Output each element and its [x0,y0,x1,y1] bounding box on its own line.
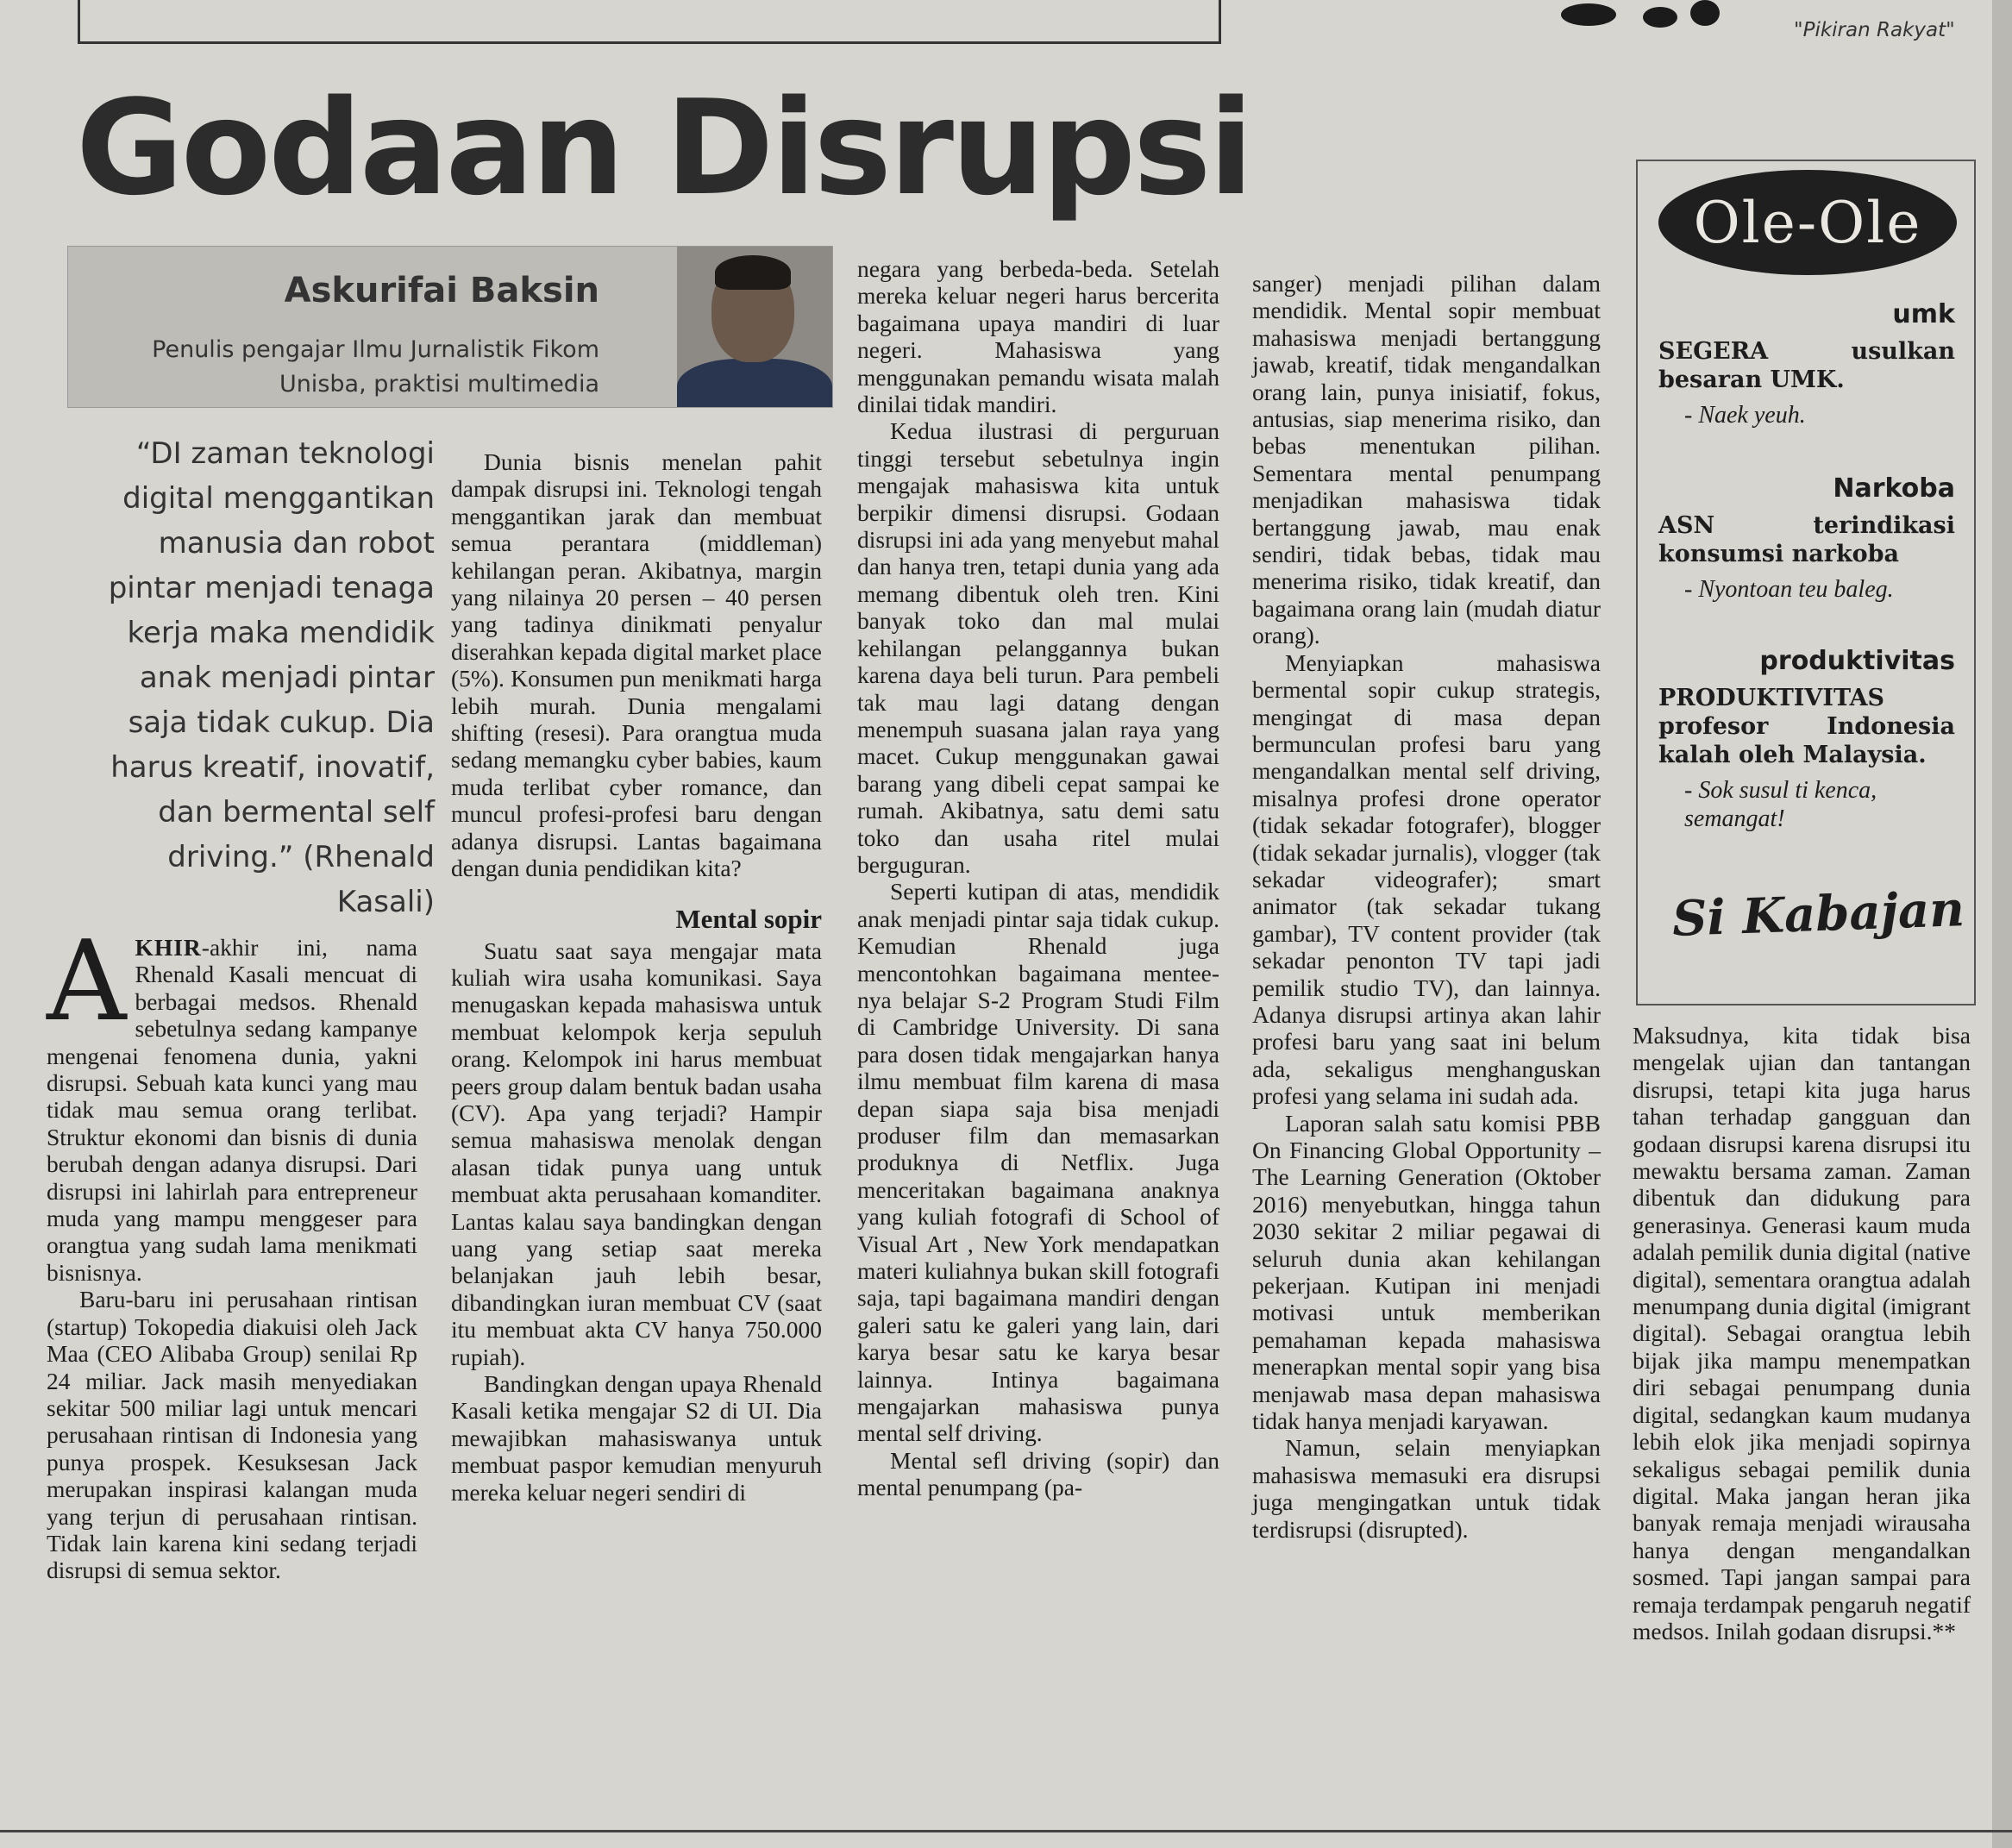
paragraph: Suatu saat saya mengajar mata kuliah wira usaha komunikasi. Saya menugaskan kepada mahasiswa untuk membuat kelompok kerja sepuluh orang. Kelompok ini harus membuat peers group dalam bentuk badan usaha (CV). Apa yang terjadi? Hampir semua mahasiswa menolak dengan alasan tidak punya uang untuk membuat akta perusahaan komanditer. Lantas kalau saya bandingkan dengan uang yang setiap saat mereka belanjakan jauh lebih besar, dibandingkan iuran membuat CV (saat itu membuat akta CV hanya 750.000 rupiah). [451,937,822,1370]
article-column-1 [47,918,417,1584]
paragraph [47,918,417,1286]
paragraph: Namun, selain menyiapkan mahasiswa memasuki era disrupsi juga mengingatkan untuk tidak terdisrupsi (disrupted). [1252,1434,1601,1543]
paragraph: Bandingkan dengan upaya Rhenald Kasali ketika mengajar S2 di UI. Dia mewajibkan mahasiswanya untuk membuat paspor kemudian menyuruh mereka keluar negeri sendiri di [451,1370,822,1506]
ole-ole-category: umk [1892,299,1955,329]
article-title: Godaan Disrupsi [76,72,1251,224]
paragraph: Maksudnya, kita tidak bisa mengelak ujian dan tantangan disrupsi, tetapi kita juga harus tahan terhadap gangguan dan godaan disrupsi karena disrupsi itu mewaktu bersama zaman. Zaman dibentuk dan didukung para generasinya. Generasi kaum muda adalah pemilik dunia digital (native digital), sementara orangtua adalah menumpang dunia digital (imigrant digital). Sebagai orangtua lebih bijak jika mampu menempatkan diri sebagai penumpang dunia digital, sedangkan kaum mudanya lebih elok jika menjadi sopirnya sekaligus sebagai pemilik dunia digital. Maka jangan heran jika banyak remaja menjadi wirausaha hanya dengan mengandalkan sosmed. Tapi jangan sampai para remaja terdampak pengaruh negatif medsos. Inilah godaan disrupsi.** [1633,1022,1971,1644]
ole-ole-quip: - Naek yeuh. [1684,402,1806,429]
subheading: Mental sopir [675,903,822,934]
author-box [67,246,833,408]
ole-ole-item [1658,646,1955,833]
ole-ole-quip: - Sok susul ti kenca, semangat! [1684,777,1877,832]
paragraph: sanger) menjadi pilihan dalam mendidik. Mental sopir membuat mahasiswa menjadi bertanggung jawab, kreatif, tidak mengandalkan orang lain, punya inisiatif, fokus, antusias, siap menerima risiko, dan bebas menentukan pilihan. Sementara mental penumpang menjadikan mahasiswa tidak bertanggung jawab, mau enak sendiri, tidak bebas, tidak mau menerima risiko, tidak kreatif, dan bagaimana orang lain (mudah diatur orang). [1252,270,1601,649]
article-column-2 [451,448,822,1506]
paragraph: Seperti kutipan di atas, mendidik anak menjadi pintar saja tidak cukup. Kemudian Rhenald juga mencontohkan bagaimana mentee-nya belajar S-2 Program Studi Film di Cambridge University. Di sana para dosen tidak mengajarkan hanya ilmu membuat film karena di masa depan siapa saja bisa menjadi produser film dan memasarkan produknya di Netflix. Juga menceritakan bagaimana anaknya yang kuliah fotografi di School of Visual Art , New York mendapatkan materi kuliahnya bukan skill fotografi saja, tapi bagaimana mandiri dengan galeri satu ke galeri yang lain, dari karya besar satu ke karya besar lainnya. Intinya bagaimana mengajarkan mahasiswa punya mental self driving. [857,878,1219,1447]
article-column-5 [1633,1022,1971,1644]
ole-ole-sidebar [1636,160,1976,1005]
ole-ole-category: produktivitas [1759,646,1955,676]
source-label: "Pikiran Rakyat" [1794,19,1955,41]
author-bio [116,333,599,402]
article-column-3 [857,255,1219,1501]
author-bio-line: Unisba, praktisi multimedia [279,371,599,398]
paragraph: Baru-baru ini perusahaan rintisan (startup) Tokopedia diakuisi oleh Jack Maa (CEO Alibaba Group) senilai Rp 24 miliar. Jack masih menyediakan sekitar 500 miliar lagi untuk mencari perusahaan rintisan di Indonesia yang punya prospek. Kesuksesan Jack merupakan inspirasi kalangan muda yang terjun di perusahaan rintisan. Tidak lain karena kini sedang terjadi disrupsi di semua sektor. [47,1286,417,1584]
page-edge-shadow [1992,0,2012,1848]
paragraph: Dunia bisnis menelan pahit dampak disrupsi ini. Teknologi tengah menggantikan jarak dan membuat semua perantara (middleman) kehilangan peran. Akibatnya, margin yang nilainya 20 persen – 40 persen yang tadinya dinikmati penyalur diserahkan kepada digital market place (5%). Konsumen pun menikmati harga lebih murah. Dunia mengalami shifting (resesi). Para orangtua muda sedang memangku cyber babies, kaum muda terlibat cyber romance, dan muncul profesi-profesi baru dengan adanya disrupsi. Lantas bagaimana dengan dunia pendidikan kita? [451,448,822,882]
paragraph: Kedua ilustrasi di perguruan tinggi tersebut sebetulnya ingin mengajak mahasiswa kita untuk berpikir dimensi disrupsi. Godaan disrupsi ini ada yang menyebut mahal dan hanya tren, tetapi dunia yang ada memang dibentuk oleh tren. Kini banyak toko dan mal mulai kehilangan pelanggannya bukan karena daya beli turun. Para pembeli tak mau lagi datang dengan menempuh suasana jalan raya yang macet. Cukup menggunakan gawai barang yang dibeli cepat sampai ke rumah. Akibatnya, satu demi satu toko dan usaha ritel mulai berguguran. [857,417,1219,878]
paragraph-text: -akhir ini, nama Rhenald Kasali mencuat di berbagai medsos. Rhenald sebetulnya sedang kampanye mengenai fenomena dunia, yakni disrupsi. Sebuah kata kunci yang mau tidak mau semua orang terlibat. Struktur ekonomi dan bisnis di dunia berubah dengan adanya disrupsi. Dari disrupsi ini lahirlah para entrepreneur muda yang mampu menggeser para orangtua yang sudah lama menikmati bisnisnya. [47,934,417,1286]
ole-ole-headline: SEGERA usulkan besaran UMK. [1658,338,1955,393]
lead-caps: KHIR [135,934,202,961]
ink-blot-decoration [1690,0,1720,26]
author-photo [677,247,832,407]
paragraph: Mental sefl driving (sopir) dan mental penumpang (pa- [857,1446,1219,1501]
paragraph: Menyiapkan mahasiswa bermental sopir cukup strategis, mengingat di masa depan bermunculan profesi baru yang mengandalkan mental self driving, misalnya profesi drone operator (tidak sekadar fotografer), blogger (tidak sekadar jurnalis), vlogger (tak sekadar videografer); smart animator (tak sekadar tukang gambar), TV content provider (tak sekadar penonton TV tapi jadi pemilik studio TV), dan lainnya. Adanya disrupsi artinya akan lahir profesi baru yang saat ini belum ada, sekaligus menghanguskan profesi yang selama ini sudah ada. [1252,648,1601,1110]
author-bio-line: Penulis pengajar Ilmu Jurnalistik Fikom [152,336,599,363]
signature: Si Kabajan [1670,880,1965,948]
article-column-4 [1252,270,1601,1543]
bottom-rule [0,1830,2012,1832]
paragraph: negara yang berbeda-beda. Setelah mereka keluar negeri harus bercerita bagaimana upaya mandiri di luar negeri. Mahasiswa yang menggunakan pemandu wisata malah dinilai tidak mandiri. [857,255,1219,418]
ole-ole-item [1658,299,1955,429]
pull-quote: “DI zaman teknologi digital menggantikan manusia dan robot pintar menjadi tenaga kerja maka mendidik anak menjadi pintar saja tidak cukup. Dia harus kreatif, inovatif, dan bermental self driving.” (Rhenald Kasali) [108,436,435,919]
ole-ole-item [1658,473,1955,604]
ole-ole-headline: PRODUKTIVITAS profesor Indonesia kalah oleh Malaysia. [1658,685,1955,768]
header-frame [78,0,1221,44]
drop-cap: A [47,918,127,1046]
ole-ole-logo: Ole-Ole [1658,170,1957,275]
ink-blot-decoration [1561,3,1616,26]
paragraph: Laporan salah satu komisi PBB On Financing Global Opportunity – The Learning Generation (Oktober 2016) menyebutkan, hingga tahun 2030 sekitar 2 miliar pegawai di seluruh dunia akan kehilangan pekerjaan. Kutipan ini menjadi motivasi untuk memberikan pemahaman kepada mahasiswa menerapkan mental sopir yang bisa menjawab masa depan mahasiswa tidak hanya menjadi karyawan. [1252,1109,1601,1435]
ole-ole-category: Narkoba [1833,473,1955,504]
author-name: Askurifai Baksin [284,271,599,310]
ole-ole-headline: ASN terindikasi konsumsi narkoba [1658,512,1955,567]
ink-blot-decoration [1643,7,1677,28]
ole-ole-quip: - Nyontoan teu baleg. [1684,576,1894,603]
